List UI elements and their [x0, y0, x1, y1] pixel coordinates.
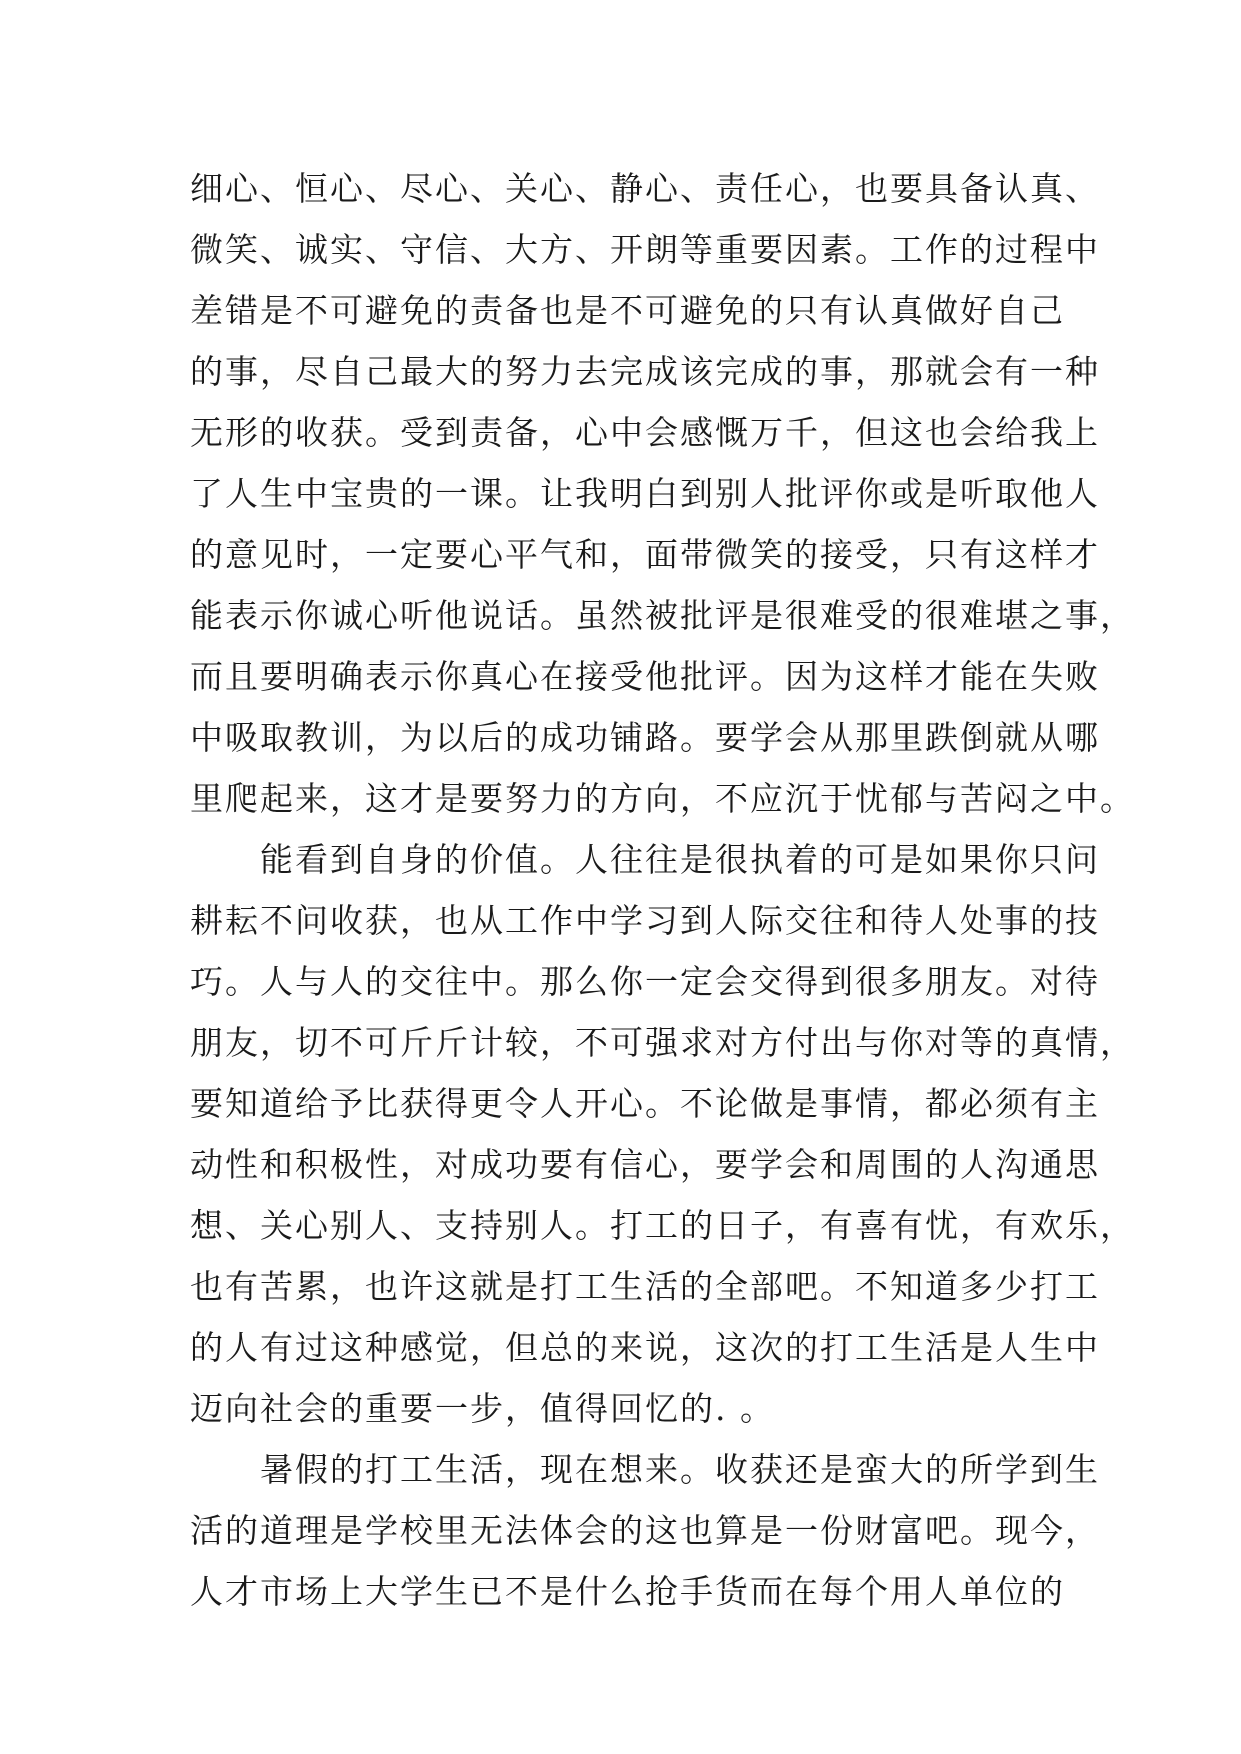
text-line: 想、关心别人、支持别人。打工的日子，有喜有忧，有欢乐，: [190, 1206, 1135, 1245]
text-line: 细心、恒心、尽心、关心、静心、责任心，也要具备认真、: [190, 169, 1100, 208]
text-line: 了人生中宝贵的一课。让我明白到别人批评你或是听取他人: [190, 474, 1100, 513]
text-line: 也有苦累，也许这就是打工生活的全部吧。不知道多少打工: [190, 1267, 1100, 1306]
text-line: 的人有过这种感觉，但总的来说，这次的打工生活是人生中: [190, 1328, 1100, 1367]
text-line: 能表示你诚心听他说话。虽然被批评是很难受的很难堪之事，: [190, 596, 1135, 635]
text-line: 能看到自身的价值。人往往是很执着的可是如果你只问: [190, 840, 1100, 879]
text-line: 耕耘不问收获，也从工作中学习到人际交往和待人处事的技: [190, 901, 1100, 940]
text-line: 要知道给予比获得更令人开心。不论做是事情，都必须有主: [190, 1084, 1100, 1123]
text-line: 无形的收获。受到责备，心中会感慨万千，但这也会给我上: [190, 413, 1100, 452]
text-line: 动性和积极性，对成功要有信心，要学会和周围的人沟通思: [190, 1145, 1100, 1184]
text-line: 差错是不可避免的责备也是不可避免的只有认真做好自己: [190, 291, 1065, 330]
text-line: 的事，尽自己最大的努力去完成该完成的事，那就会有一种: [190, 352, 1100, 391]
text-line: 迈向社会的重要一步，值得回忆的. 。: [190, 1389, 775, 1428]
text-line: 暑假的打工生活，现在想来。收获还是蛮大的所学到生: [190, 1450, 1100, 1489]
text-line: 里爬起来，这才是要努力的方向，不应沉于忧郁与苦闷之中。: [190, 779, 1135, 818]
body-text: [190, 158, 1135, 1622]
text-line: 的意见时，一定要心平气和，面带微笑的接受，只有这样才: [190, 535, 1100, 574]
text-line: 人才市场上大学生已不是什么抢手货而在每个用人单位的: [190, 1572, 1065, 1611]
text-line: 而且要明确表示你真心在接受他批评。因为这样才能在失败: [190, 657, 1100, 696]
text-line: 微笑、诚实、守信、大方、开朗等重要因素。工作的过程中: [190, 230, 1100, 269]
text-line: 巧。人与人的交往中。那么你一定会交得到很多朋友。对待: [190, 962, 1100, 1001]
text-line: 中吸取教训，为以后的成功铺路。要学会从那里跌倒就从哪: [190, 718, 1100, 757]
text-line: 朋友，切不可斤斤计较，不可强求对方付出与你对等的真情，: [190, 1023, 1135, 1062]
text-line: 活的道理是学校里无法体会的这也算是一份财富吧。现今，: [190, 1511, 1100, 1550]
